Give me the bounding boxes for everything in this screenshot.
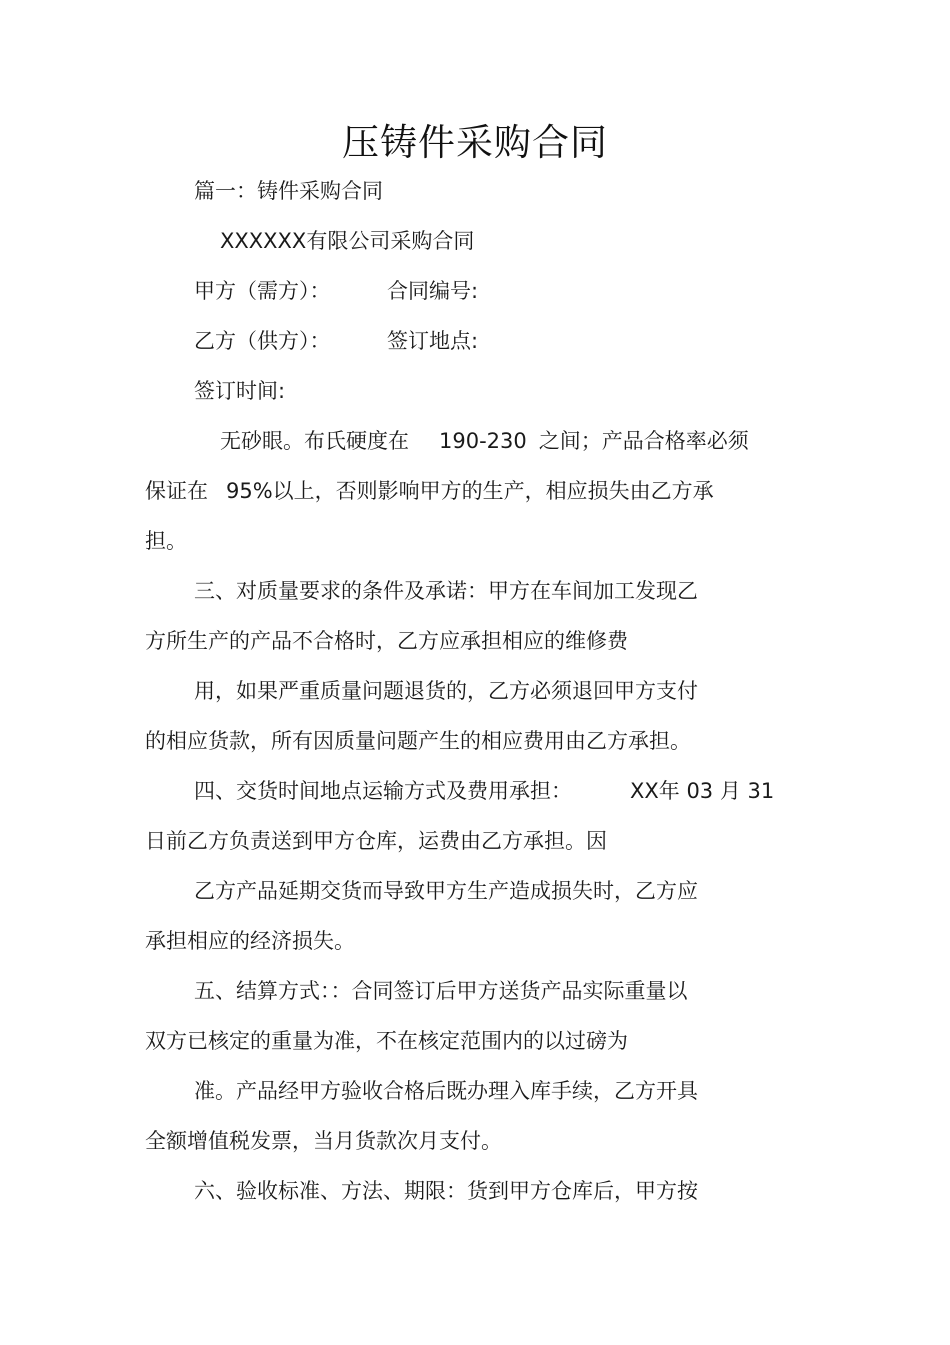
section-heading: 篇一：铸件采购合同 <box>194 179 383 203</box>
clause-5-line-3: 准。产品经甲方验收合格后既办理入库手续，乙方开具 <box>194 1079 698 1103</box>
sign-time-label: 签订时间: <box>194 379 286 403</box>
clause-4-line-2: 日前乙方负责送到甲方仓库，运费由乙方承担。因 <box>145 829 607 853</box>
delivery-date: XX年 03 月 31 <box>630 779 775 803</box>
clause-3-line-1: 三、对质量要求的条件及承诺：甲方在车间加工发现乙 <box>194 579 698 603</box>
party-a-label: 甲方（需方）： <box>194 279 331 303</box>
sign-place-label: 签订地点: <box>387 329 479 353</box>
company-line: XXXXXX有限公司采购合同 <box>220 229 475 253</box>
quality-line-2 <box>145 476 714 506</box>
clause-5-line-2: 双方已核定的重量为准，不在核定范围内的以过磅为 <box>145 1029 628 1053</box>
hardness-range: 190-230 <box>439 429 527 453</box>
clause-3-line-2: 方所生产的产品不合格时，乙方应承担相应的维修费 <box>145 629 628 653</box>
clause-5-line-1: 五、结算方式：：合同签订后甲方送货产品实际重量以 <box>194 979 688 1003</box>
contract-number-label: 合同编号: <box>387 279 479 303</box>
quality-text-a: 无砂眼。布氏硬度在 <box>220 429 409 453</box>
clause-4-line-1 <box>194 776 774 806</box>
clause-4-heading: 四、交货时间地点运输方式及费用承担： <box>194 779 572 803</box>
clause-5-line-4: 全额增值税发票，当月货款次月支付。 <box>145 1129 502 1153</box>
clause-6-line-1: 六、验收标准、方法、期限：货到甲方仓库后，甲方按 <box>194 1179 698 1203</box>
party-b-label: 乙方（供方）： <box>194 329 331 353</box>
quality-line-3: 担。 <box>145 529 187 553</box>
document-title: 压铸件采购合同 <box>342 121 608 164</box>
clause-4-line-3: 乙方产品延期交货而导致甲方生产造成损失时，乙方应 <box>194 879 698 903</box>
quality-text-e: 95%以上，否则影响甲方的生产，相应损失由乙方承 <box>226 479 714 503</box>
clause-3-line-4: 的相应货款，所有因质量问题产生的相应费用由乙方承担。 <box>145 729 691 753</box>
clause-4-line-4: 承担相应的经济损失。 <box>145 929 355 953</box>
quality-line-1 <box>220 426 749 456</box>
clause-3-line-3: 用，如果严重质量问题退货的，乙方必须退回甲方支付 <box>194 679 698 703</box>
quality-text-d: 保证在 <box>145 479 208 503</box>
quality-text-c: 之间；产品合格率必须 <box>538 429 749 453</box>
